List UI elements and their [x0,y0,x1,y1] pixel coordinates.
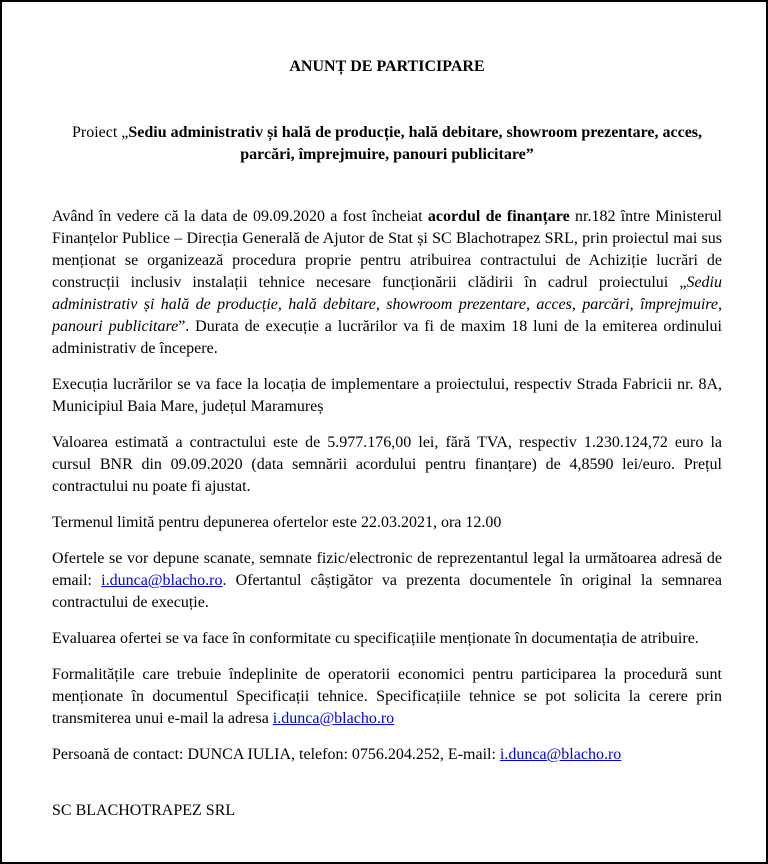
company-signature: SC BLACHOTRAPEZ SRL [52,802,236,819]
email-link-submission[interactable]: i.dunca@blacho.ro [101,572,223,589]
project-name: Sediu administrativ și hală de producție, hală debitare, showroom prezentare, acces, parcări, împrejmuire, panouri publicitare” [128,124,703,163]
paragraph-contact [52,744,722,766]
project-prefix: Proiect „ [71,124,129,141]
paragraph-financing-text-b: nr.182 între Ministerul Finanțelor Publice – Direcția Generală de Ajutor de Stat și SC Blachotrapez SRL, prin proiectul mai sus menționat se organizează procedura proprie pentru atribuirea contractului de Achiziție lucrări de construcții inclusiv instalații tehnice necesare funcționării clădirii în cadrul proiectului „ [52,208,722,291]
paragraph-specifications-text: Formalitățile care trebuie îndeplinite de operatorii economici pentru participarea la procedură sunt menționate în documentul Specificații tehnice. Specificațiile tehnice se pot solicita la cerere prin transmiterea unui e-mail la adresa [52,666,722,727]
paragraph-evaluation: Evaluarea ofertei se va face în conformitate cu specificațiile menționate în documentația de atribuire. [52,630,699,647]
document-page [52,56,722,836]
paragraph-financing [52,206,722,360]
paragraph-location: Execuția lucrărilor se va face la locația de implementare a proiectului, respectiv Strada Fabricii nr. 8A, Municipiul Baia Mare, județul Maramureș [52,376,722,415]
paragraph-specifications [52,664,722,730]
email-link-contact[interactable]: i.dunca@blacho.ro [499,746,622,763]
paragraph-financing-text-a: Având în vedere că la data de 09.09.2020 a fost încheiat [52,208,428,225]
financing-agreement-bold: acordul de finanțare [427,208,570,225]
paragraph-submission [52,548,722,614]
project-name-italic: Sediu administrativ și hală de producție, hală debitare, showroom prezentare, acces, parcări, împrejmuire, panouri publicitare [52,274,722,335]
email-link-specifications[interactable]: i.dunca@blacho.ro [272,710,395,727]
paragraph-submission-text-a: Ofertele se vor depune scanate, semnate fizic/electronic de reprezentantul legal la următoarea adresă de email: [52,550,722,589]
paragraph-submission-text-b: . Ofertantul câștigător va prezenta documentele în original la semnarea contractului de execuție. [52,572,722,611]
paragraph-contact-text: Persoană de contact: DUNCA IULIA, telefon: 0756.204.252, E-mail: [52,746,500,763]
paragraph-deadline: Termenul limită pentru depunerea ofertelor este 22.03.2021, ora 12.00 [52,514,502,531]
project-title [52,122,722,166]
paragraph-value: Valoarea estimată a contractului este de 5.977.176,00 lei, fără TVA, respectiv 1.230.124,72 euro la cursul BNR din 09.09.2020 (data semnării acordului pentru finanțare) de 4,8590 lei/euro. Prețul contractului nu poate fi ajustat. [52,434,722,495]
paragraph-financing-text-c: ”. Durata de execuție a lucrărilor va fi de maxim 18 luni de la emiterea ordinului administrativ de începere. [52,318,722,357]
document-title: ANUNȚ DE PARTICIPARE [289,58,485,75]
